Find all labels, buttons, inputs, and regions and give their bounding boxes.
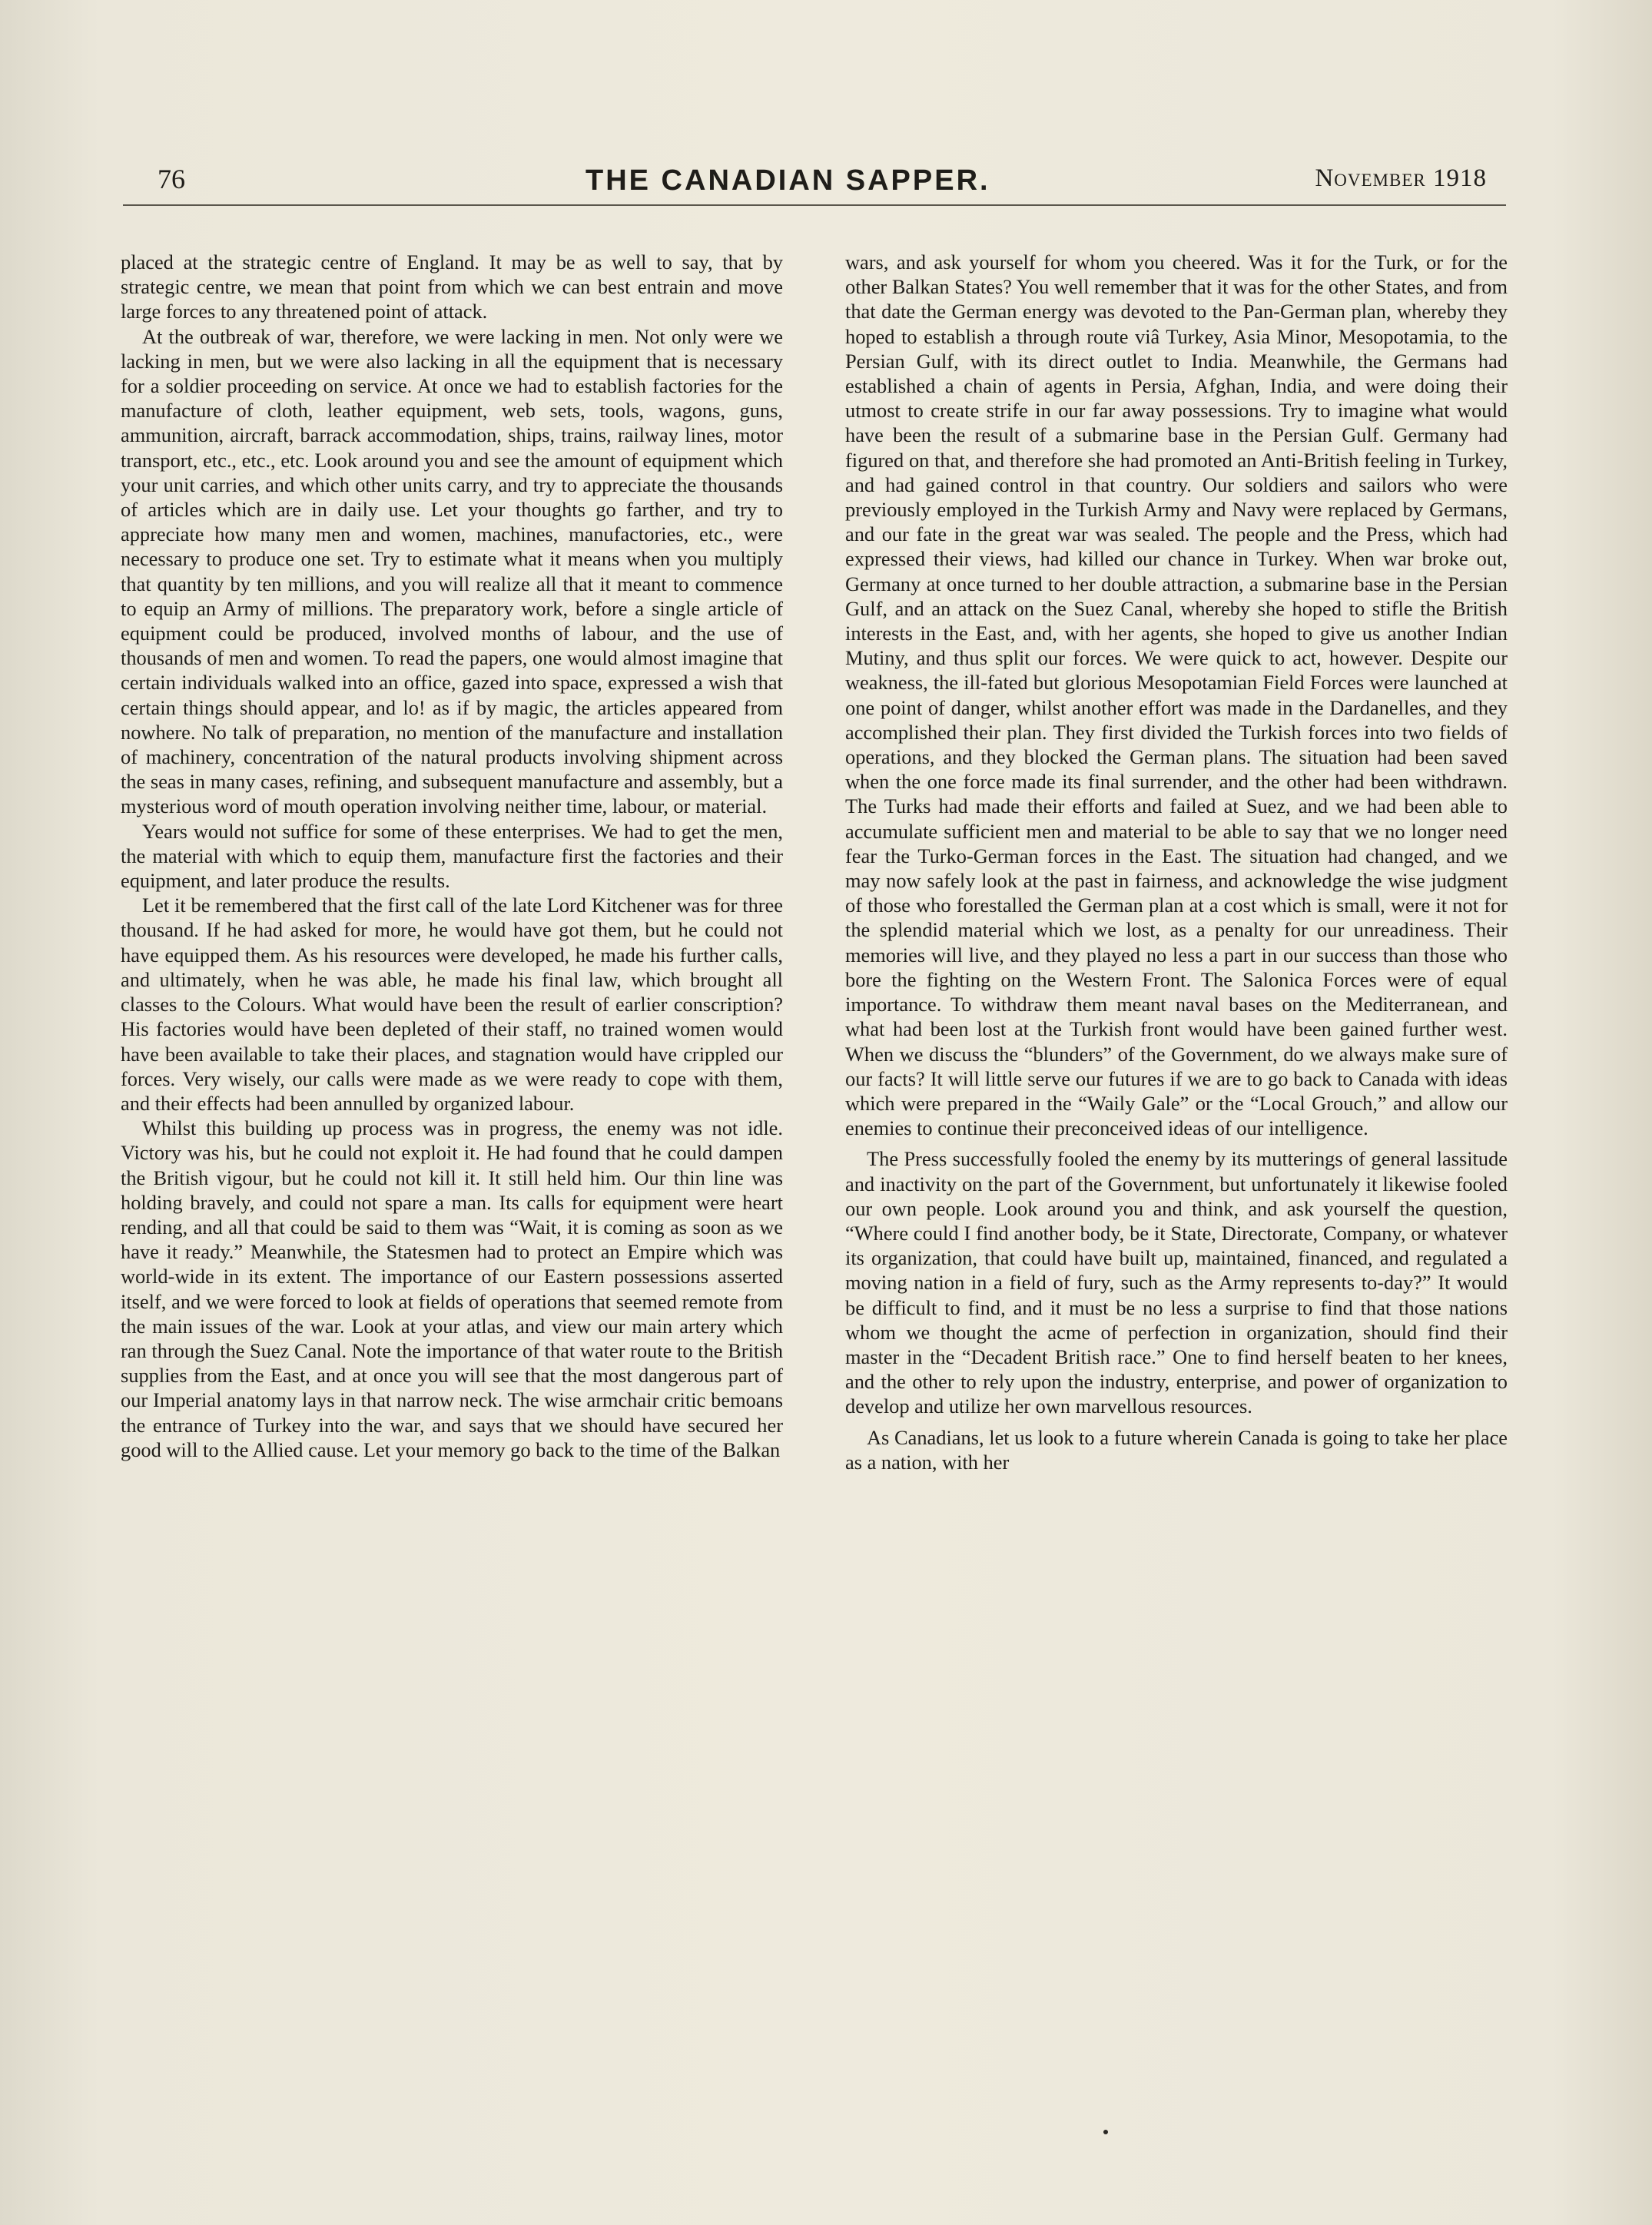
paragraph: Let it be remembered that the first call of the late Lord Kitchener was for three thousand. If he had asked for more, he would have got them, but he could not have equipped them. As his resources were developed, he made his further calls, and ultimately, when he was able, he made his final law, which brought all classes to the Colours. What would have been the result of earlier conscription? His factories would have been depleted of their staff, no trained women would have been available to take their places, and stagnation would have crippled our forces. Very wisely, our calls were made as we were ready to cope with them, and their effects had been annulled by organized labour. (121, 894, 783, 1115)
paragraph: wars, and ask yourself for whom you cheered. Was it for the Turk, or for the other Balkan States? You well remember that it was for the other States, and from that date the German energy was devoted to the Pan-German plan, whereby they hoped to establish a through route viâ Turkey, Asia Minor, Mesopotamia, to the Persian Gulf, with its direct outlet to India. Meanwhile, the Germans had established a chain of agents in Persia, Afghan, India, and were doing their utmost to create strife in our far away possessions. Try to imagine what would have been the result of a submarine base in the Persian Gulf. Germany had figured on that, and therefore she had promoted an Anti-British feeling in Turkey, and had gained control in that country. Our soldiers and sailors who were previously employed in the Turkish Army and Navy were replaced by Germans, and our fate in the great war was sealed. The people and the Press, which had expressed their views, had killed our chance in Turkey. When war broke out, Germany at once turned to her double attraction, a submarine base in the Persian Gulf, and an attack on the Suez Canal, whereby she hoped to stifle the British interests in the East, and, with her agents, she hoped to give us another Indian Mutiny, and thus split our forces. We were quick to act, however. Despite our weakness, the ill-fated but glorious Mesopotamian Field Forces were launched at one point of danger, whilst another effort was made in the Dardanelles, and they accomplished their plan. They first divided the Turkish forces into two fields of operations, and they blocked the German plans. The situation had been saved when the one force made its final surrender, and the other had been withdrawn. The Turks had made their efforts and failed at Suez, and we had been able to accumulate sufficient men and material to be able to say that we no longer need fear the Turko-German forces in the East. The situation had changed, and we may now safely look at the past in fairness, and acknowledge the wise judgment of those who forestalled the German plan at a cost which is small, were it not for the splendid material which we lost, as a penalty for our unreadiness. Their memories will live, and they played no less a part in our success than those who bore the fighting on the Western Front. The Salonica Forces were of equal importance. To withdraw them meant naval bases on the Mediterranean, and what had been lost at the Turkish front would have been gained further west. When we discuss the “blunders” of the Government, do we always make sure of our facts? It will little serve our futures if we are to go back to Canada with ideas which were prepared in the “Waily Gale” or the “Local Grouch,” and allow our enemies to continue their preconceived ideas of our intelligence. (845, 250, 1508, 1140)
paragraph: As Canadians, let us look to a future wherein Canada is going to take her place as a nation, with her (845, 1425, 1508, 1474)
paragraph: Whilst this building up process was in progress, the enemy was not idle. Victory was his, but he could not exploit it. He had found that he could dampen the British vigour, but he could not kill it. It still held him. Our thin line was holding bravely, and could not spare a man. Its calls for equipment were heart rending, and all that could be said to them was “Wait, it is coming as soon as we have it ready.” Meanwhile, the Statesmen had to protect an Empire which was world-wide in its extent. The importance of our Eastern possessions asserted itself, and we were forced to look at fields of operations that seemed remote from the main issues of the war. Look at your atlas, and view our main artery which ran through the Suez Canal. Note the importance of that water route to the British supplies from the East, and at once you will see that the most dangerous part of our Imperial anatomy lays in that narrow neck. The wise armchair critic bemoans the entrance of Turkey into the war, and says that we should have secured her good will to the Allied cause. Let your memory go back to the time of the Balkan (121, 1116, 783, 1461)
left-column (121, 250, 783, 1462)
paragraph: Years would not suffice for some of these enterprises. We had to get the men, the material with which to equip them, manufacture first the factories and their equipment, and later produce the results. (121, 819, 783, 893)
paragraph: placed at the strategic centre of England. It may be as well to say, that by strategic centre, we mean that point from which we can best entrain and move large forces to any threatened point of attack. (121, 250, 783, 323)
right-column (845, 250, 1508, 1474)
header-rule (123, 204, 1506, 206)
paragraph: At the outbreak of war, therefore, we were lacking in men. Not only were we lacking in men, but we were also lacking in all the equipment that is necessary for a soldier proceeding on service. At once we had to establish factories for the manufacture of cloth, leather equipment, web sets, tools, wagons, guns, ammunition, aircraft, barrack accommodation, ships, trains, railway lines, motor transport, etc., etc., etc. Look around you and see the amount of equipment which your unit carries, and which other units carry, and try to appreciate the thousands of articles which are in daily use. Let your thoughts go farther, and try to appreciate how many men and women, machines, manufactories, etc., were necessary to produce one set. Try to estimate what it means when you multiply that quantity by ten millions, and you will realize all that it meant to commence to equip an Army of millions. The preparatory work, before a single article of equipment could be produced, involved months of labour, and the use of thousands of men and women. To read the papers, one would almost imagine that certain individuals walked into an office, gazed into space, expressed a wish that certain things should appear, and lo! as if by magic, the articles appeared from nowhere. No talk of preparation, no mention of the manufacture and installation of machinery, concentration of the natural products involving shipment across the seas in many cases, refining, and subsequent manufacture and assembly, but a mysterious word of mouth operation involving neither time, labour, or material. (121, 324, 783, 818)
page-number: 76 (158, 164, 185, 194)
running-head (115, 160, 1506, 206)
paragraph: The Press successfully fooled the enemy by its mutterings of general lassitude and inactivity on the part of the Government, but unfortunately it likewise fooled our own people. Look around you and think, and ask yourself the question, “Where could I find another body, be it State, Directorate, Company, or whatever its organization, that could have built up, maintained, financed, and regulated a moving nation in a field of fury, such as the Army represents to-day?” It would be difficult to find, and it must be no less a surprise to find that those nations whom we thought the acme of perfection in organization, should find their master in the “Decadent British race.” One to find herself beaten to her knees, and the other to rely upon the industry, enterprise, and power of organization to develop and utilize her own marvellous resources. (845, 1147, 1508, 1418)
issue-date: November 1918 (1315, 164, 1487, 192)
journal-title: THE CANADIAN SAPPER. (585, 164, 990, 197)
ink-speck (1103, 2130, 1108, 2134)
